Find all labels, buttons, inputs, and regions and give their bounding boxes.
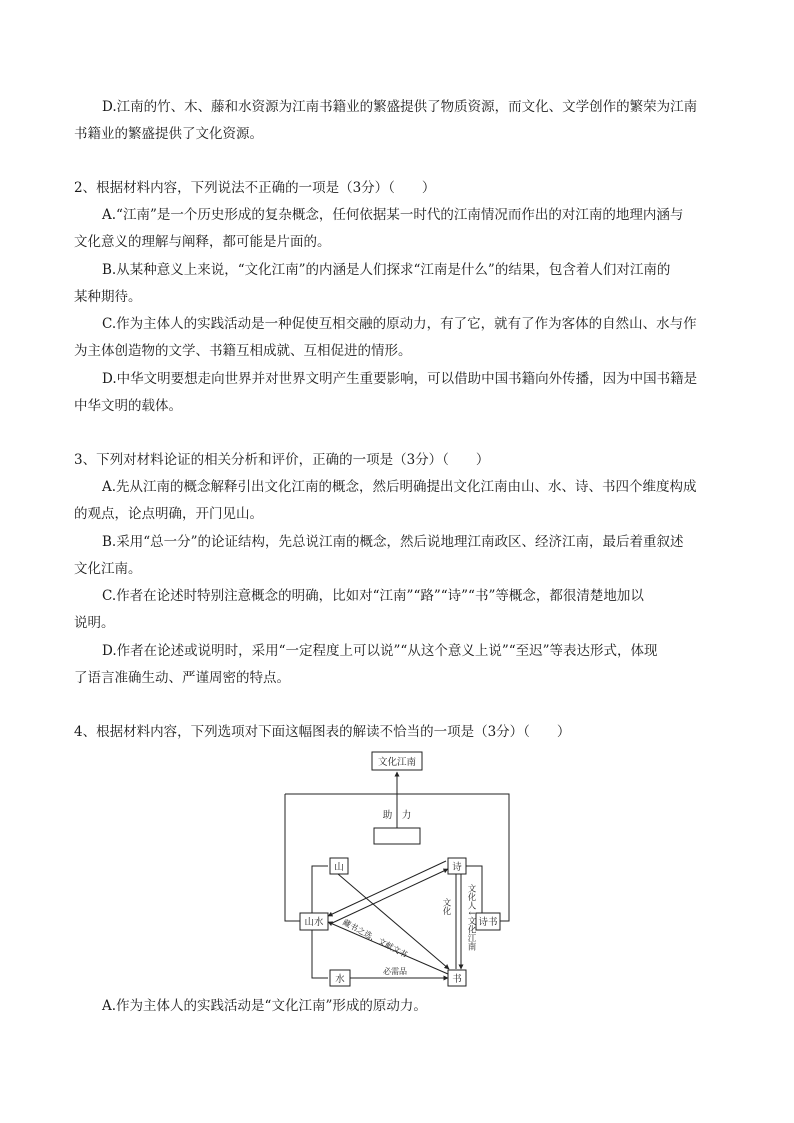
q2-option-b-line1: B.从某种意义上来说，“文化江南”的内涵是人们探求“江南是什么”的结果，包含着人们对江南的 (102, 262, 671, 278)
q3-option-d-line2: 了语言准确生动、严谨周密的特点。 (74, 670, 290, 686)
q2-option-d-line2: 中华文明的载体。 (74, 398, 182, 414)
q2-option-a-line2: 文化意义的理解与阐释，都可能是片面的。 (74, 234, 331, 250)
label-book-treasure: 藏书之选，文献文书 (341, 917, 409, 960)
q2-option-a-line1: A.“江南”是一个历史形成的复杂概念，任何依据某一时代的江南情况而作出的对江南的地理内涵与 (102, 207, 684, 223)
q3-option-a-line2: 的观点，论点明确，开门见山。 (74, 506, 263, 522)
label-wenhua-jiangnan: 文化江南 (377, 757, 417, 768)
q3-option-a-line1: A.先从江南的概念解释引出文化江南的概念，然后明确提出文化江南由山、水、诗、书四个维度构成 (102, 479, 697, 495)
label-culture-to-jiangnan: 文化人↓文化江南 (466, 884, 476, 951)
label-mountain-water: 山水 (304, 917, 324, 928)
label-culture: 文化 (441, 898, 451, 915)
q3-option-c-line1: C.作者在论述时特别注意概念的明确，比如对“江南”“路”“诗”“书”等概念，都很清楚地加以 (102, 588, 644, 604)
label-mountain: 山 (334, 862, 344, 873)
q1-option-d-line1: D.江南的竹、木、藤和水资源为江南书籍业的繁盛提供了物质资源，而文化、文学创作的繁荣为江南 (102, 99, 698, 115)
q2-option-c-line1: C.作为主体人的实践活动是一种促使互相交融的原动力，有了它，就有了作为客体的自然山、水与作 (102, 316, 697, 332)
q4-option-a: A.作为主体人的实践活动是“文化江南”形成的原动力。 (102, 998, 427, 1014)
label-poetry-book: 诗书 (478, 917, 498, 928)
q3-option-c-line2: 说明。 (74, 615, 115, 631)
label-water: 水 (335, 974, 345, 985)
label-poetry: 诗 (452, 862, 462, 873)
q1-option-d-line2: 书籍业的繁盛提供了文化资源。 (74, 126, 263, 142)
q2-option-c-line2: 为主体创造物的文学、书籍互相成就、互相促进的情形。 (74, 343, 412, 359)
label-necessity: 必需品 (383, 967, 407, 976)
q3-option-b-line2: 文化江南。 (74, 561, 142, 577)
q2-option-b-line2: 某种期待。 (74, 289, 142, 305)
q3-option-d-line1: D.作者在论述或说明时，采用“一定程度上可以说”“从这个意义上说”“至迟”等表达形式，体现 (102, 643, 658, 659)
q2-stem: 2、根据材料内容，下列说法不正确的一项是（3分）（ ） (74, 180, 436, 196)
q3-stem: 3、下列对材料论证的相关分析和评价，正确的一项是（3分）（ ） (74, 452, 490, 468)
label-help: 助 力 (382, 810, 412, 821)
help-blank-box (374, 828, 420, 844)
q3-option-b-line1: B.采用“总一分”的论证结构，先总说江南的概念，然后说地理江南政区、经济江南，最后着重叙述 (102, 534, 684, 550)
q4-stem: 4、根据材料内容，下列选项对下面这幅图表的解读不恰当的一项是（3分）（ ） (74, 724, 571, 740)
wenhua-jiangnan-diagram (280, 748, 520, 992)
q2-option-d-line1: D.中华文明要想走向世界并对世界文明产生重要影响，可以借助中国书籍向外传播，因为中国书籍是 (102, 371, 698, 387)
label-book: 书 (452, 974, 462, 985)
